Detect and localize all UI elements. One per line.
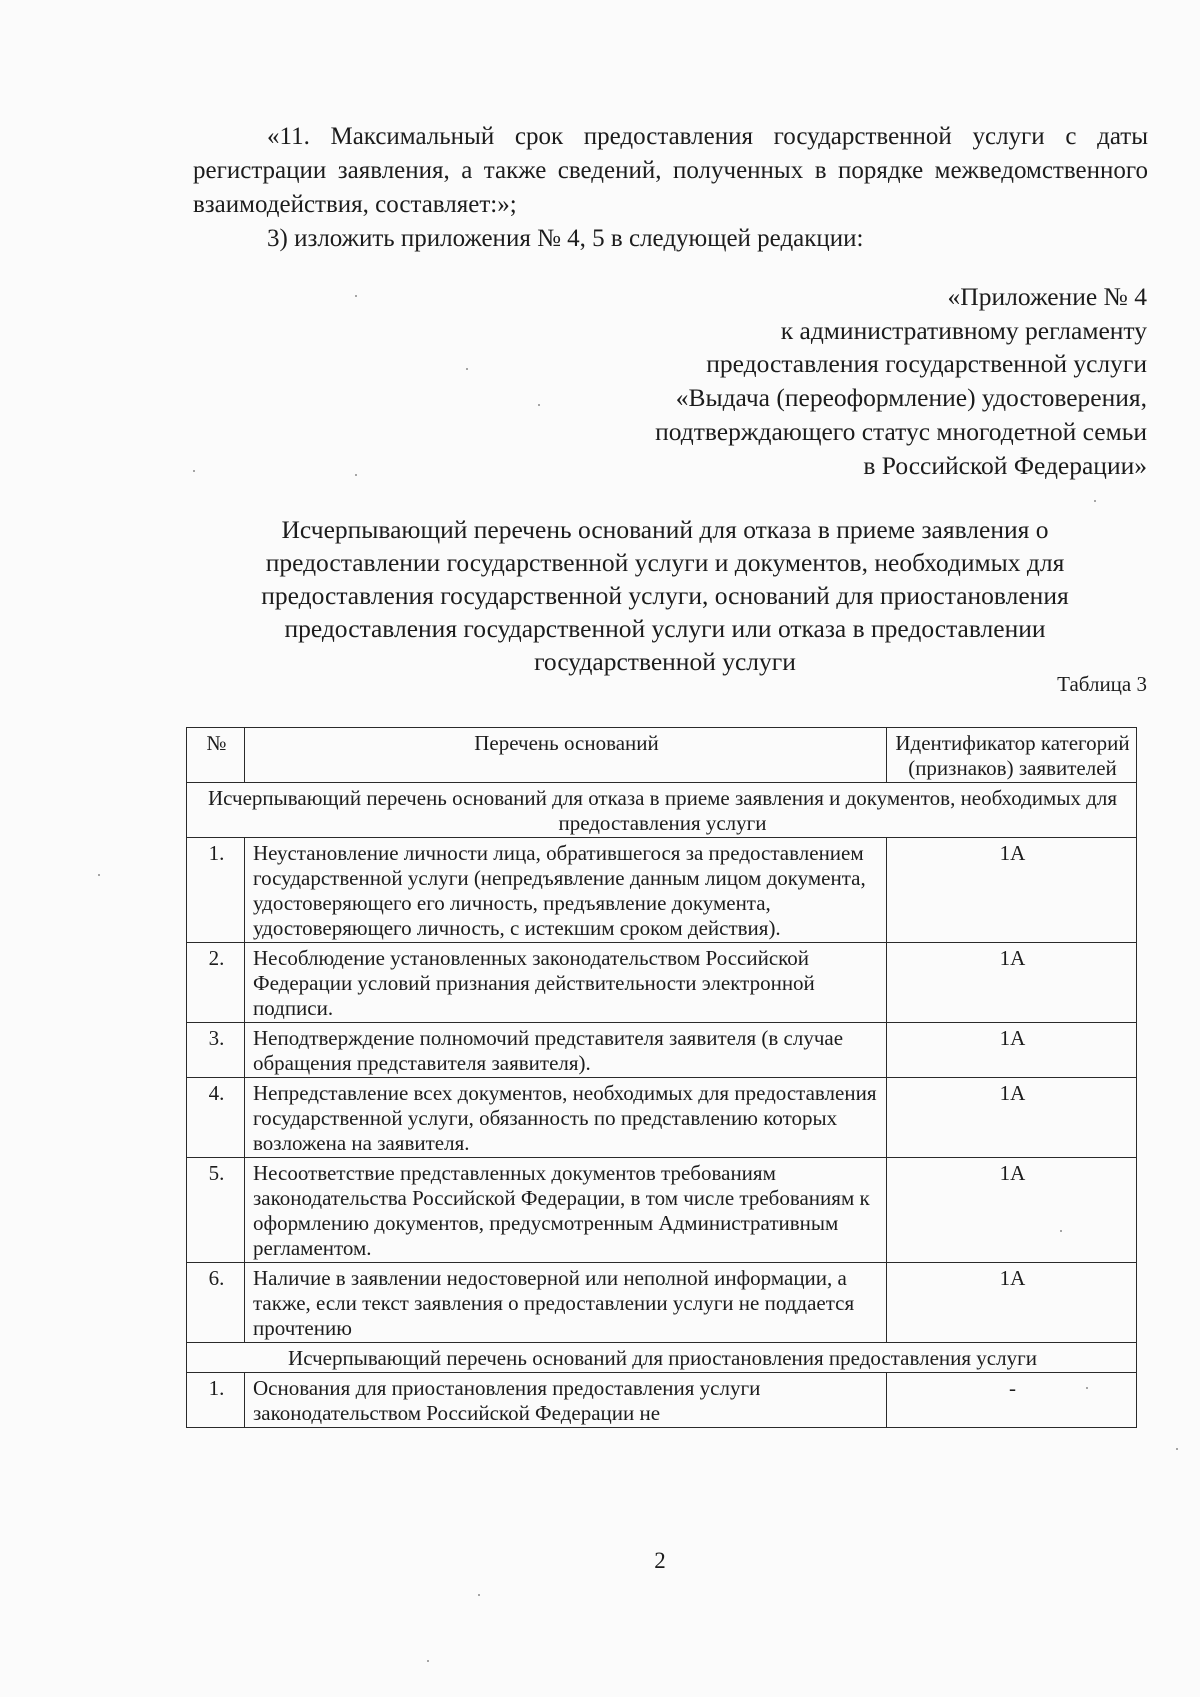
- scan-speck: [355, 474, 357, 476]
- table-caption: Таблица 3: [1057, 672, 1147, 696]
- section-row: [187, 783, 1137, 838]
- table-row: [187, 1023, 1137, 1078]
- title-line: Исчерпывающий перечень оснований для отказа в приеме заявления о: [281, 515, 1049, 544]
- grounds-table: [186, 727, 1137, 1428]
- appendix-line: «Приложение № 4: [947, 282, 1147, 311]
- scan-speck: [1176, 1448, 1178, 1450]
- row-text: Основания для приостановления предоставления услуги законодательством Российской Федерации не: [245, 1373, 887, 1428]
- table-row: [187, 943, 1137, 1023]
- row-identifier: 1А: [887, 1263, 1137, 1343]
- row-number: 1.: [187, 1373, 245, 1428]
- title-line: предоставления государственной услуги, оснований для приостановления: [261, 581, 1069, 610]
- table-row: [187, 1373, 1137, 1428]
- paragraph-clause-11: «11. Максимальный срок предоставления государственной услуги с даты регистрации заявления, а также сведений, полученных в порядке межведомственного взаимодействия, составляет:»;: [193, 123, 1148, 218]
- appendix-line: к административному регламенту: [780, 315, 1147, 345]
- appendix-header: [655, 280, 1147, 482]
- scan-speck: [193, 470, 195, 472]
- scan-speck: [355, 295, 357, 297]
- title-line: предоставлении государственной услуги и документов, необходимых для: [265, 548, 1065, 577]
- scan-speck: [427, 1660, 429, 1662]
- row-number: 5.: [187, 1158, 245, 1263]
- table-row: [187, 838, 1137, 943]
- scan-speck: [1094, 500, 1096, 502]
- row-number: 4.: [187, 1078, 245, 1158]
- row-text: Несоответствие представленных документов требованиям законодательства Российской Федерации, в том числе требованиям к оформлению документов, предусмотренным Административным регламентом.: [245, 1158, 887, 1263]
- scan-speck: [466, 368, 468, 370]
- row-identifier: 1А: [887, 838, 1137, 943]
- row-identifier: 1А: [887, 943, 1137, 1023]
- row-text: Неподтверждение полномочий представителя заявителя (в случае обращения представителя заявителя).: [245, 1023, 887, 1078]
- row-number: 3.: [187, 1023, 245, 1078]
- appendix-line: подтверждающего статус многодетной семьи: [655, 416, 1147, 446]
- scan-speck: [538, 404, 540, 406]
- header-grounds: Перечень оснований: [245, 728, 887, 783]
- appendix-line: «Выдача (переоформление) удостоверения,: [675, 383, 1147, 413]
- row-number: 6.: [187, 1263, 245, 1343]
- row-identifier: 1А: [887, 1158, 1137, 1263]
- row-text: Несоблюдение установленных законодательством Российской Федерации условий признания действительности электронной подписи.: [245, 943, 887, 1023]
- table-row: [187, 1158, 1137, 1263]
- document-title: [175, 513, 1155, 678]
- title-line: государственной услуги: [534, 647, 796, 676]
- row-text: Неустановление личности лица, обратившегося за предоставлением государственной услуги (непредъявление данным лицом документа, удостоверяющего его личность, предъявление документа, удостоверяющего личность, с истекшим сроком действия).: [245, 838, 887, 943]
- scan-speck: [478, 1594, 480, 1596]
- row-number: 1.: [187, 838, 245, 943]
- table-row: [187, 1078, 1137, 1158]
- table-header-row: [187, 728, 1137, 783]
- scan-speck: [1060, 1230, 1062, 1232]
- section-title: Исчерпывающий перечень оснований для приостановления предоставления услуги: [187, 1343, 1137, 1373]
- appendix-line: в Российской Федерации»: [863, 450, 1147, 480]
- scan-speck: [98, 874, 100, 876]
- row-text: Непредставление всех документов, необходимых для предоставления государственной услуги, обязанность по представлению которых возложена на заявителя.: [245, 1078, 887, 1158]
- row-number: 2.: [187, 943, 245, 1023]
- scan-speck: [1086, 1387, 1088, 1389]
- appendix-line: предоставления государственной услуги: [706, 349, 1147, 379]
- paragraph-item-3: 3) изложить приложения № 4, 5 в следующей редакции:: [267, 225, 864, 252]
- row-identifier: 1А: [887, 1023, 1137, 1078]
- table-row: [187, 1263, 1137, 1343]
- section-row: [187, 1343, 1137, 1373]
- section-title: Исчерпывающий перечень оснований для отказа в приеме заявления и документов, необходимых для предоставления услуги: [187, 783, 1137, 838]
- title-line: предоставления государственной услуги или отказа в предоставлении: [284, 614, 1046, 643]
- header-identifier: Идентификатор категорий (признаков) заявителей: [887, 728, 1137, 783]
- row-identifier: -: [887, 1373, 1137, 1428]
- header-number: №: [187, 728, 245, 783]
- row-text: Наличие в заявлении недостоверной или неполной информации, а также, если текст заявления о предоставлении услуги не поддается прочтению: [245, 1263, 887, 1343]
- row-identifier: 1А: [887, 1078, 1137, 1158]
- page-number: 2: [654, 1548, 666, 1573]
